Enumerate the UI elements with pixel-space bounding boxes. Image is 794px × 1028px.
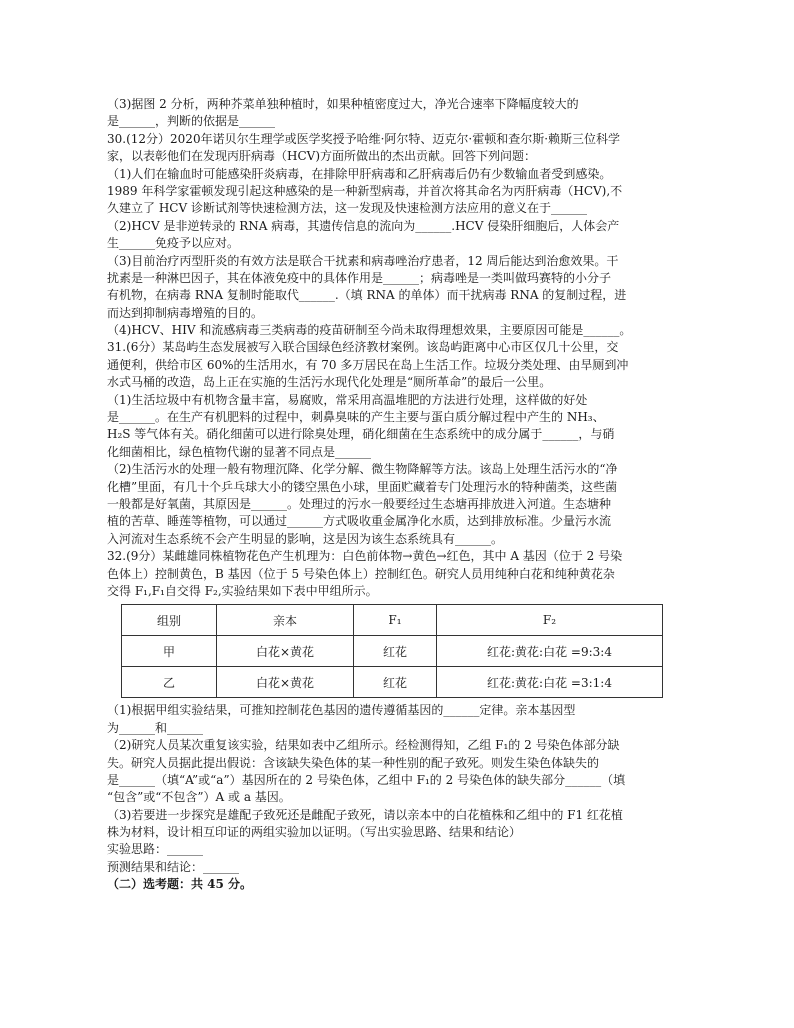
text-line: （2)生活污水的处理一般有物理沉降、化学分解、微生物降解等方法。该岛上处理生活污水的“净	[107, 462, 618, 477]
table-cell: 白花×黄花	[217, 636, 354, 667]
text-line: （1)生活垃圾中有机物含量丰富，易腐败，常采用高温堆肥的方法进行处理，这样做的好处	[107, 392, 588, 407]
question-text-block	[107, 96, 697, 600]
text-line: 生______免疫予以应对。	[107, 236, 240, 251]
text-line: 30.(12分）2020年诺贝尔生理学或医学奖授予哈维·阿尔特、迈克尔·霍顿和查尔斯·赖斯三位科学	[107, 131, 621, 146]
text-line: 一般都是好氧菌，其原因是______。处理过的污水一般要经过生态塘再排放进入河道。生态塘种	[107, 496, 612, 511]
text-line: 实验思路：______	[107, 842, 204, 857]
table-header-cell: 亲本	[217, 605, 354, 636]
text-line: 为______和______	[107, 720, 204, 735]
text-line: “包含”或“不包含”）A 或 a 基因。	[107, 790, 291, 805]
table-cell: 甲	[122, 636, 217, 667]
text-line: 1989 年科学家霍顿发现引起这种感染的是一种新型病毒，并首次将其命名为丙肝病毒（HCV),不	[107, 183, 623, 198]
text-line: 水式马桶的改造，岛上正在实施的生活污水现代化处理是“厕所革命”的最后一公里。	[107, 375, 552, 390]
text-line: 植的苦草、睡莲等植物，可以通过______方式吸收重金属净化水质，达到排放标准。少量污水流	[107, 514, 612, 529]
text-line: 是______。在生产有机肥料的过程中，刺鼻臭味的产生主要与蛋白质分解过程中产生的 NH₃、	[107, 410, 605, 425]
table-cell: 红花:黄花:白花 =9:3:4	[437, 636, 663, 667]
experiment-results-table	[121, 604, 663, 698]
text-line: （1)人们在输血时可能感染肝炎病毒，在排除甲肝病毒和乙肝病毒后仍有少数输血者受到感染。	[107, 166, 612, 181]
text-line: （2)研究人员某次重复该实验，结果如表中乙组所示。经检测得知，乙组 F₁的 2 号染色体部分缺	[107, 738, 620, 753]
text-line: H₂S 等气体有关。硝化细菌可以进行除臭处理，硝化细菌在生态系统中的成分属于______，与硝	[107, 427, 615, 442]
text-line: 扰素是一种淋巴因子，其在体液免疫中的具体作用是______；病毒唑是一类叫做玛赛特的小分子	[107, 270, 612, 285]
table-row	[122, 636, 663, 667]
text-line: 是______，判断的依据是______	[107, 114, 276, 129]
text-line: 31.(6分）某岛屿生态发展被写入联合国绿色经济教材案例。该岛屿距离中心市区仅几十公里，交	[107, 340, 619, 355]
text-line: 32.(9分）某雌雄同株植物花色产生机理为：白色前体物→黄色→红色，其中 A 基因（位于 2 号染	[107, 549, 623, 564]
text-line: （3)若要进一步探究是雄配子致死还是雌配子致死，请以亲本中的白花植株和乙组中的 F1 红花植	[107, 807, 623, 822]
text-line: 色体上）控制黄色，B 基因（位于 5 号染色体上）控制红色。研究人员用纯种白花和纯种黄花杂	[107, 566, 615, 581]
table-cell: 白花×黄花	[217, 667, 354, 698]
table-header-cell: 组别	[122, 605, 217, 636]
text-line: （3)据图 2 分析，两种芥菜单独种植时，如果种植密度过大，净光合速率下降幅度较大的	[107, 97, 579, 111]
question-text-block-continued	[107, 702, 697, 876]
text-line: （1)根据甲组实验结果，可推知控制花色基因的遗传遵循基因的______定律。亲本基因型	[107, 703, 576, 718]
text-line: 交得 F₁,F₁自交得 F₂,实验结果如下表中甲组所示。	[107, 583, 378, 598]
text-line: 入河流对生态系统不会产生明显的影响，这是因为该生态系统具有______。	[107, 531, 504, 546]
text-line: （3)目前治疗丙型肝炎的有效方法是联合干扰素和病毒唑治疗患者，12 周后能达到治愈效果。干	[107, 253, 619, 268]
text-line: 化槽”里面，有几十个乒乓球大小的镂空黑色小球，里面贮藏着专门处理污水的特种菌类，这些菌	[107, 479, 618, 494]
table-row	[122, 667, 663, 698]
text-line: 预测结果和结论：______	[107, 859, 240, 874]
table-cell: 红花:黄花:白花 =3:1:4	[437, 667, 663, 698]
text-line: 是______（填“A”或“a”）基因所在的 2 号染色体，乙组中 F₁的 2 号染色体的缺失部分______（填	[107, 772, 626, 787]
text-line: 株为材料，设计相互印证的两组实验加以证明。（写出实验思路、结果和结论）	[107, 825, 522, 840]
exam-page	[107, 96, 697, 894]
text-line: 有机物，在病毒 RNA 复制时能取代______.（填 RNA 的单体）而干扰病毒 RNA 的复制过程，进	[107, 288, 627, 303]
section-footer: （二）选考题：共 45 分。	[107, 877, 253, 892]
table-cell: 红花	[354, 667, 437, 698]
text-line: 家，以表彰他们在发现丙肝病毒（HCV)方面所做出的杰出贡献。回答下列问题：	[107, 149, 536, 164]
table-header-row	[122, 605, 663, 636]
table-header-cell: F₁	[354, 605, 437, 636]
text-line: （2)HCV 是非逆转录的 RNA 病毒，其遗传信息的流向为______.HCV 侵染肝细胞后，人体会产	[107, 218, 620, 233]
text-line: 通便利，供给市区 60%的生活用水，有 70 多万居民在岛上生活工作。垃圾分类处理、由旱厕到冲	[107, 357, 629, 372]
table-header-cell: F₂	[437, 605, 663, 636]
table-cell: 乙	[122, 667, 217, 698]
table-cell: 红花	[354, 636, 437, 667]
text-line: 而达到抑制病毒增殖的目的。	[107, 305, 264, 320]
text-line: 失。研究人员据此提出假说：含该缺失染色体的某一种性别的配子致死。则发生染色体缺失的	[107, 755, 600, 770]
text-line: 久建立了 HCV 诊断试剂等快速检测方法，这一发现及快速检测方法应用的意义在于______	[107, 201, 587, 216]
text-line: （4)HCV、HIV 和流感病毒三类病毒的疫苗研制至今尚未取得理想效果，主要原因可能是______。	[107, 323, 632, 338]
text-line: 化细菌相比，绿色植物代谢的显著不同点是______	[107, 444, 372, 459]
